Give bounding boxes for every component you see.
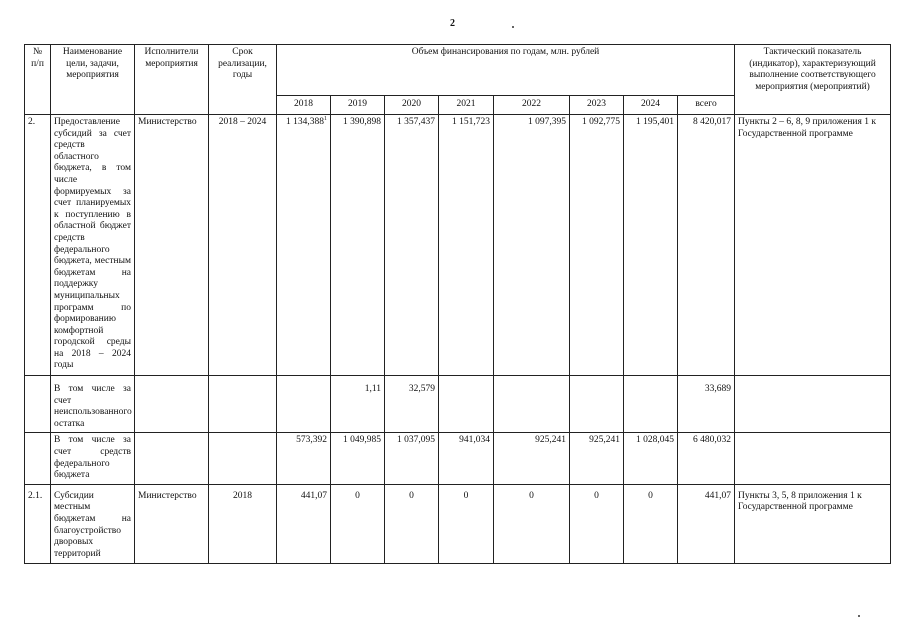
cell-2024: 0 [624,484,678,563]
funding-table [24,44,891,564]
year-2019: 2019 [331,96,385,115]
cell-2019: 1 049,985 [331,433,385,484]
table-row-federal [25,433,891,484]
row-executor: Министерство [135,115,209,376]
scan-speck [858,615,860,617]
cell-2023: 1 092,775 [570,115,624,376]
cell-2022: 1 097,395 [494,115,570,376]
header-funding: Объем финансирования по годам, млн. рублей [277,45,735,96]
header-period: Срок реализации, годы [209,45,277,115]
table-row-unused-balance [25,376,891,433]
footnote-marker: 1 [324,115,327,122]
header-row [25,45,891,96]
cell-2022: 925,241 [494,433,570,484]
header-indicator: Тактический показатель (индикатор), характеризующий выполнение соответствующего мероприятия (мероприятий) [735,45,891,115]
cell-2019: 1 390,898 [331,115,385,376]
header-no: № п/п [25,45,51,115]
year-2020: 2020 [385,96,439,115]
cell-total: 8 420,017 [678,115,735,376]
scan-speck [512,26,514,28]
page-number: 2 [450,18,455,29]
cell-2020: 32,579 [385,376,439,433]
table-row-main [25,115,891,376]
cell-2023: 925,241 [570,433,624,484]
year-total: всего [678,96,735,115]
cell-2023: 0 [570,484,624,563]
row-name: Субсидии местным бюджетам на благоустройство дворовых территорий [51,484,135,563]
cell-2018: 441,07 [277,484,331,563]
cell-2019: 1,11 [331,376,385,433]
cell-2022: 0 [494,484,570,563]
cell-2019: 0 [331,484,385,563]
year-2022: 2022 [494,96,570,115]
row-name: В том числе за счет средств федерального бюджета [51,433,135,484]
year-2018: 2018 [277,96,331,115]
row-period: 2018 [209,484,277,563]
row-period: 2018 – 2024 [209,115,277,376]
table-row-subsidy [25,484,891,563]
year-2023: 2023 [570,96,624,115]
cell-2020: 0 [385,484,439,563]
cell-2021: 1 151,723 [439,115,494,376]
row-name: Предоставление субсидий за счет средств областного бюджета, в том числе формируемых за счет планируемых к поступлению в областной бюджет средств федерального бюджета, местным бюджетам на поддержку муниципальных программ по формированию комфортной городской среды на 2018 – 2024 годы [51,115,135,376]
cell-2021: 941,034 [439,433,494,484]
cell-2024: 1 195,401 [624,115,678,376]
year-2024: 2024 [624,96,678,115]
row-name: В том числе за счет неиспользованного остатка [51,376,135,433]
cell-total: 6 480,032 [678,433,735,484]
cell-2018: 1 134,388$^1$ [277,115,331,376]
cell-2020: 1 357,437 [385,115,439,376]
row-no: 2. [25,115,51,376]
header-executors: Исполнители мероприятия [135,45,209,115]
cell-2020: 1 037,095 [385,433,439,484]
row-indicator: Пункты 3, 5, 8 приложения 1 к Государственной программе [735,484,891,563]
year-2021: 2021 [439,96,494,115]
row-indicator: Пункты 2 – 6, 8, 9 приложения 1 к Государственной программе [735,115,891,376]
header-name: Наименование цели, задачи, мероприятия [51,45,135,115]
cell-2021: 0 [439,484,494,563]
row-executor: Министерство [135,484,209,563]
cell-2024: 1 028,045 [624,433,678,484]
cell-total: 441,07 [678,484,735,563]
row-no: 2.1. [25,484,51,563]
cell-total: 33,689 [678,376,735,433]
cell-2018: 573,392 [277,433,331,484]
